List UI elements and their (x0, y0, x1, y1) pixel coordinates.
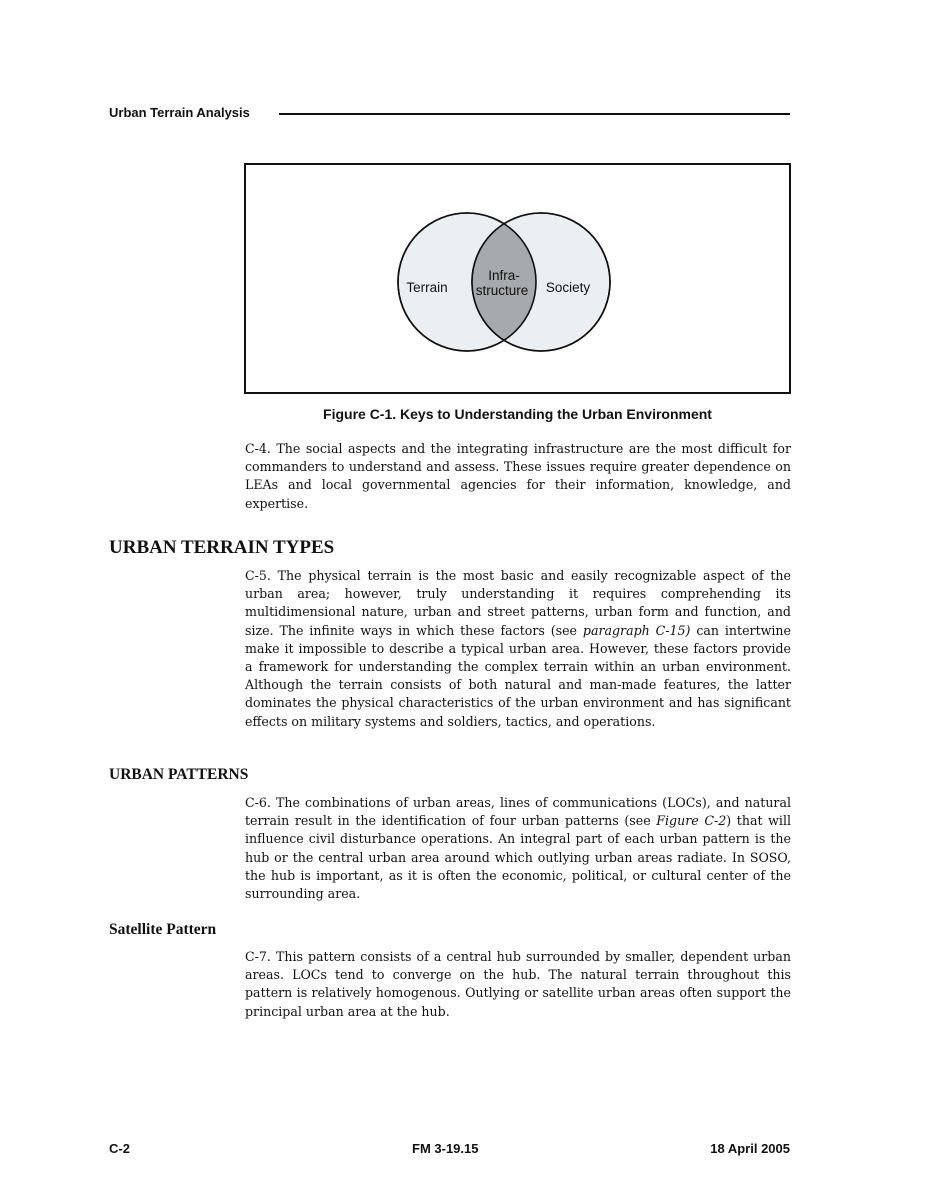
venn-diagram (246, 165, 789, 392)
figure-caption: Figure C-1. Keys to Understanding the Urban Environment (323, 406, 712, 422)
paragraph-c6 (245, 794, 791, 903)
paragraph-c5 (245, 567, 791, 731)
paragraph-c4: C-4. The social aspects and the integrating infrastructure are the most difficult for commanders to understand and assess. These issues require greater dependence on LEAs and local governmental agencies for their information, knowledge, and expertise. (245, 441, 791, 511)
paragraph-c7: C-7. This pattern consists of a central hub surrounded by smaller, dependent urban areas. LOCs tend to converge on the hub. The natural terrain throughout this pattern is relatively homogenous. Outlying or satellite urban areas often support the principal urban area at the hub. (245, 949, 791, 1019)
subheading-satellite-pattern: Satellite Pattern (109, 921, 217, 938)
footer-date: 18 April 2005 (710, 1141, 790, 1156)
paragraph-c5-text-b: can intertwine make it impossible to describe a typical urban area. However, these factors provide a framework for understanding the complex terrain within an urban environment. Although the terrain consists of both natural and man-made features, the latter dominates the physical characteristics of the urban environment and has significant effects on military systems and soldiers, tactics, and operations. (245, 622, 791, 729)
infrastructure-label-line2: structure (475, 283, 529, 298)
paragraph-c5-text-a: C-5. The physical terrain is the most basic and easily recognizable aspect of the urban area; however, truly understanding it requires comprehending its multidimensional nature, urban and street patterns, urban form and function, and size. The infinite ways in which these factors (see (245, 568, 791, 638)
subheading-urban-patterns: URBAN PATTERNS (109, 766, 249, 783)
paragraph-c6-text-b: ) that will influence civil disturbance operations. An integral part of each urban pattern is the hub or the central urban area around which outlying urban areas radiate. In SOSO, the hub is important, as it is often the economic, political, or cultural center of the surrounding area. (245, 813, 791, 902)
footer-manual-number: FM 3-19.15 (412, 1141, 479, 1156)
paragraph-c6-reference: Figure C-2 (656, 813, 727, 829)
footer-page-number: C-2 (109, 1141, 130, 1156)
paragraph-c6-text-a: C-6. The combinations of urban areas, lines of communications (LOCs), and natural terrain result in the identification of four urban patterns (see (245, 795, 791, 829)
infrastructure-label-line1: Infra- (488, 268, 520, 283)
terrain-label: Terrain (406, 280, 448, 295)
section-heading-urban-terrain-types: URBAN TERRAIN TYPES (109, 537, 335, 558)
figure-c1-box (244, 163, 791, 394)
paragraph-c5-reference: paragraph C-15) (582, 622, 691, 638)
header-rule (279, 113, 790, 115)
running-header-title: Urban Terrain Analysis (109, 105, 250, 120)
society-label: Society (545, 280, 591, 295)
